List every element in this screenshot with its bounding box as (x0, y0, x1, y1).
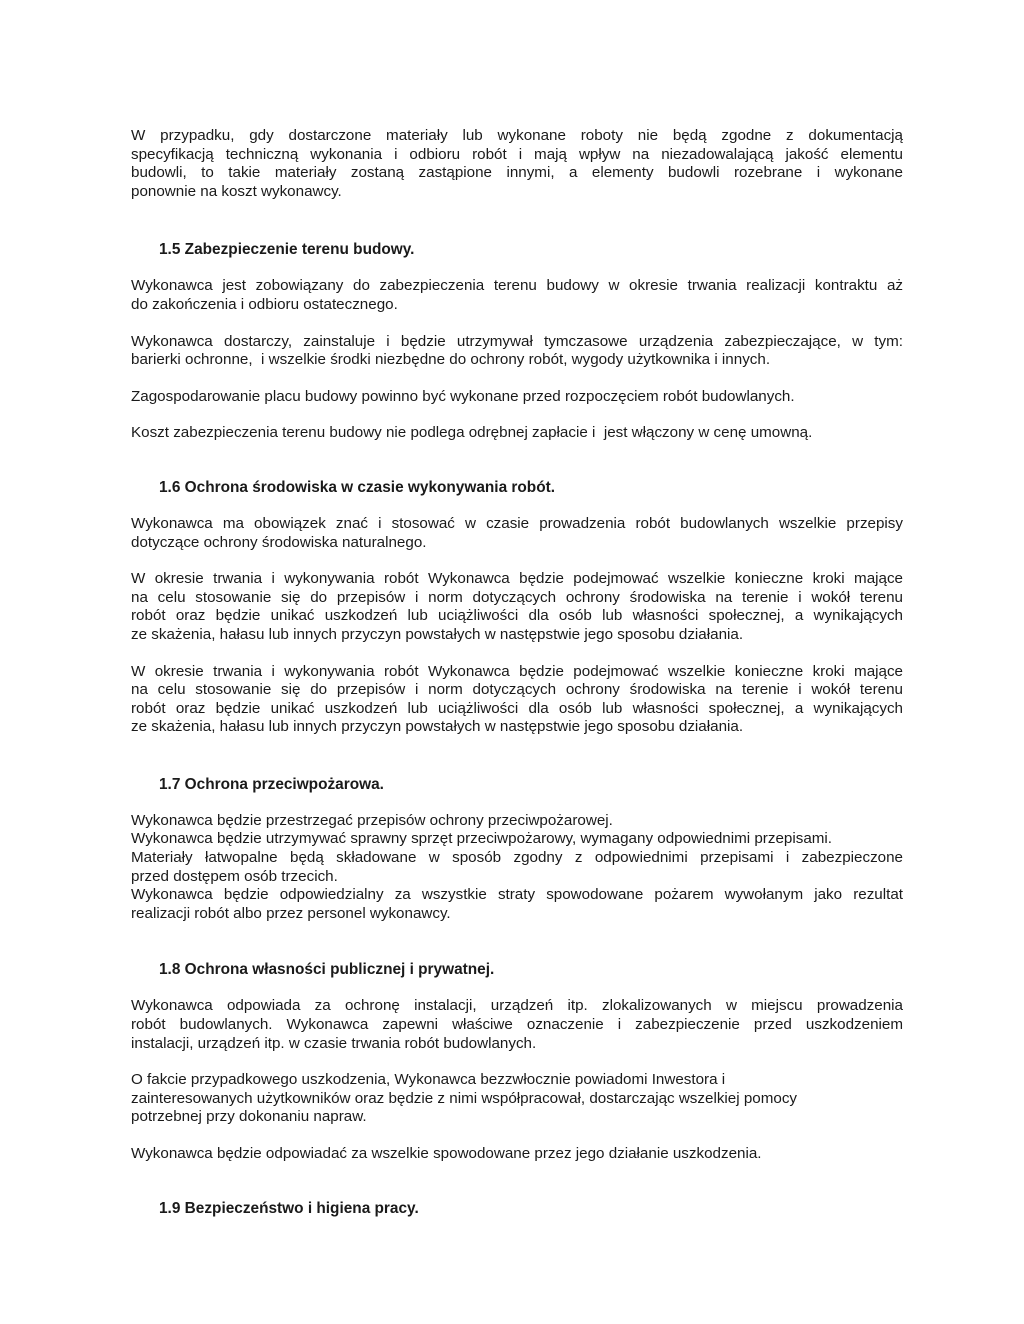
paragraph (131, 277, 903, 314)
text-line: ze skażenia, hałasu lub innych przyczyn powstałych w następstwie jego sposobu działania. (131, 718, 744, 736)
text-line: przed dostępem osób trzecich. (131, 867, 338, 885)
text-line: dotyczące ochrony środowiska naturalnego. (131, 533, 427, 551)
text-line: Wykonawca będzie odpowiadać za wszelkie spowodowane przez jego działanie uszkodzenia. (131, 1145, 762, 1162)
text-line: barierki ochronne, i wszelkie środki niezbędne do ochrony robót, wygody użytkownika i innych. (131, 351, 771, 369)
text-line: robót oraz będzie unikać uszkodzeń lub uciążliwości dla osób lub własności społecznej, a wynikających (131, 607, 903, 625)
text-line: realizacji robót albo przez personel wykonawcy. (131, 904, 451, 922)
text-line: na celu stosowanie się do przepisów i norm dotyczących ochrony środowiska na terenie i wokół terenu (131, 588, 903, 606)
text-line: instalacji, urządzeń itp. w czasie trwania robót budowlanych. (131, 1034, 537, 1052)
text-line: Wykonawca będzie odpowiedzialny za wszystkie straty spowodowane pożarem wywołanym jako rezultat (131, 886, 903, 904)
section-heading-1-6: 1.6 Ochrona środowiska w czasie wykonywania robót. (159, 478, 556, 496)
document-page (131, 127, 903, 1218)
paragraph (131, 1071, 903, 1127)
text-line: specyfikacją techniczną wykonania i odbioru robót i mają wpływ na niezadowalającą jakość elementu (131, 145, 903, 163)
text-line: robót budowlanych. Wykonawca zapewni właściwe oznaczenie i zabezpieczenie przed uszkodzeniem (131, 1016, 903, 1034)
text-line: W okresie trwania i wykonywania robót Wykonawca będzie podejmować wszelkie konieczne kroki mające (131, 570, 903, 588)
text-line: Zagospodarowanie placu budowy powinno być wykonane przed rozpoczęciem robót budowlanych. (131, 387, 795, 405)
section-heading-1-9: 1.9 Bezpieczeństwo i higiena pracy. (159, 1199, 419, 1217)
paragraph (131, 997, 903, 1053)
text-line: Wykonawca jest zobowiązany do zabezpieczenia terenu budowy w okresie trwania realizacji kontraktu aż (131, 277, 903, 295)
intro-paragraph (131, 127, 903, 201)
section-heading-1-5: 1.5 Zabezpieczenie terenu budowy. (159, 241, 415, 259)
paragraph (131, 1145, 903, 1164)
paragraph (131, 424, 903, 443)
text-line: Wykonawca będzie przestrzegać przepisów ochrony przeciwpożarowej. (131, 811, 613, 829)
section-heading-1-8: 1.8 Ochrona własności publicznej i prywatnej. (159, 961, 495, 979)
paragraph (131, 812, 903, 924)
text-line: O fakcie przypadkowego uszkodzenia, Wykonawca bezzwłocznie powiadomi Inwestora i (131, 1071, 726, 1089)
text-line: Wykonawca będzie utrzymywać sprawny sprzęt przeciwpożarowy, wymagany odpowiednimi przepisami. (131, 830, 833, 848)
text-line: potrzebnej przy dokonaniu napraw. (131, 1108, 367, 1126)
section-heading-1-7: 1.7 Ochrona przeciwpożarowa. (159, 775, 384, 793)
text-line: W okresie trwania i wykonywania robót Wykonawca będzie podejmować wszelkie konieczne kroki mające (131, 662, 903, 680)
text-line: Koszt zabezpieczenia terenu budowy nie podlega odrębnej zapłacie i jest włączony w cenę umowną. (131, 424, 813, 442)
text-line: Wykonawca dostarczy, zainstaluje i będzie utrzymywał tymczasowe urządzenia zabezpieczające, w tym: (131, 332, 903, 350)
text-line: na celu stosowanie się do przepisów i norm dotyczących ochrony środowiska na terenie i wokół terenu (131, 681, 903, 699)
text-line: ponownie na koszt wykonawcy. (131, 182, 342, 200)
text-line: robót oraz będzie unikać uszkodzeń lub uciążliwości dla osób lub własności społecznej, a wynikających (131, 699, 903, 717)
text-line: zainteresowanych użytkowników oraz będzie z nimi współpracował, dostarczając wszelkiej pomocy (131, 1089, 798, 1107)
text-line: do zakończenia i odbioru ostatecznego. (131, 295, 398, 313)
text-line: Wykonawca ma obowiązek znać i stosować w czasie prowadzenia robót budowlanych wszelkie przepisy (131, 514, 903, 532)
paragraph (131, 388, 903, 407)
paragraph (131, 515, 903, 552)
text-line: Materiały łatwopalne będą składowane w sposób zgodny z odpowiednimi przepisami i zabezpieczone (131, 849, 903, 867)
text-line: W przypadku, gdy dostarczone materiały lub wykonane roboty nie będą zgodne z dokumentacją (131, 127, 903, 144)
text-line: budowli, to takie materiały zostaną zastąpione innymi, a elementy budowli rozebrane i wykonane (131, 164, 903, 182)
paragraph (131, 570, 903, 644)
paragraph (131, 663, 903, 737)
paragraph (131, 333, 903, 370)
text-line: ze skażenia, hałasu lub innych przyczyn powstałych w następstwie jego sposobu działania. (131, 625, 744, 643)
text-line: Wykonawca odpowiada za ochronę instalacji, urządzeń itp. zlokalizowanych w miejscu prowadzenia (131, 997, 903, 1015)
